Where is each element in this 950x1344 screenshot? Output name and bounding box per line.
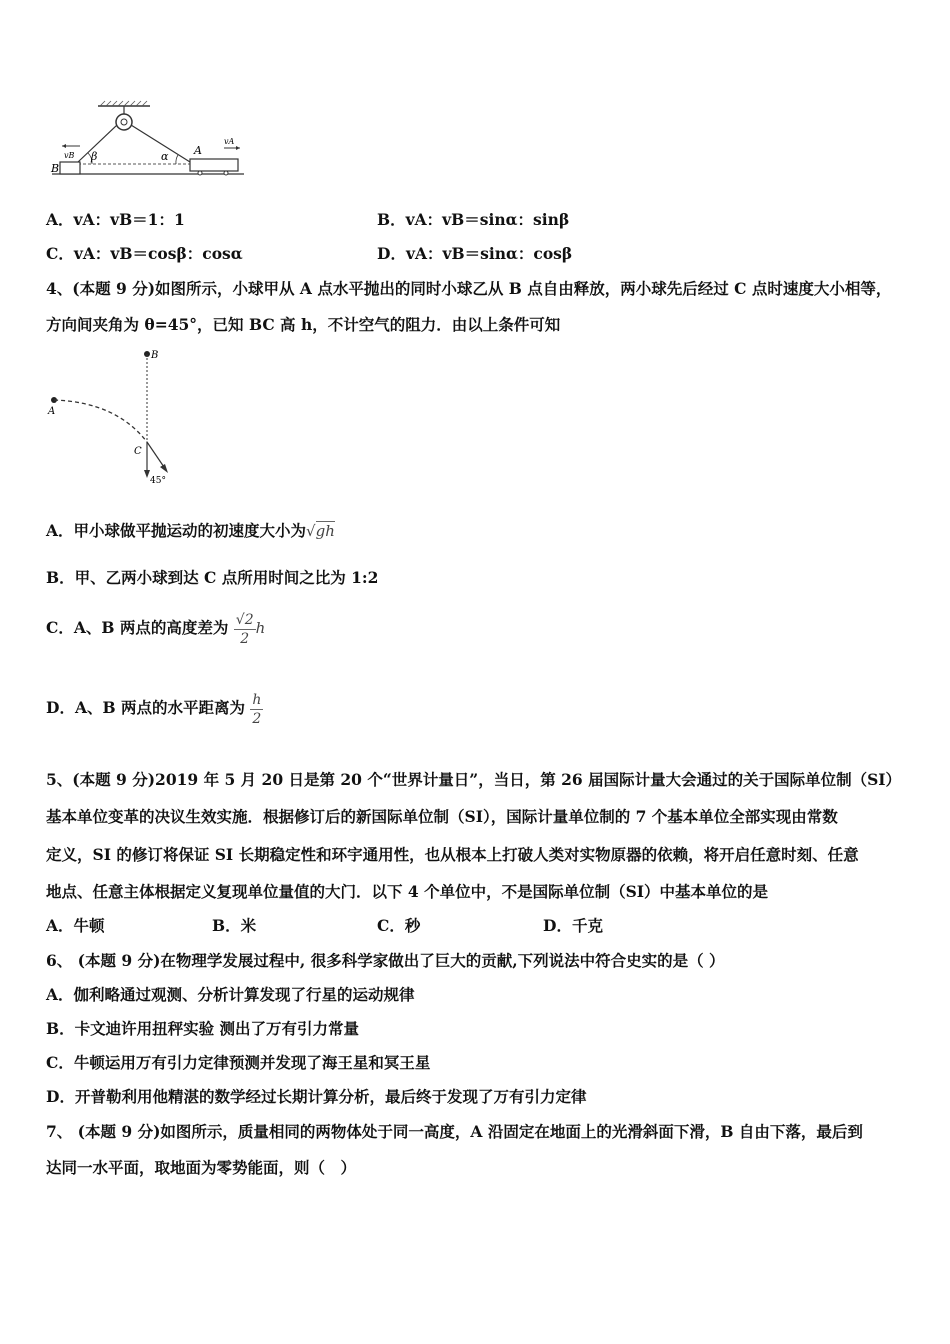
- label-c: C: [134, 446, 142, 457]
- q3-option-d: D．vA：vB＝sinα：cosβ: [377, 244, 573, 263]
- label-a: A: [48, 406, 56, 417]
- fraction-root2-over-2: $\frac{√2}{2}$: [235, 611, 254, 647]
- q4-option-c: C．A、B 两点的高度差为 $\frac{√2}{2}$ h: [46, 611, 266, 647]
- q5-option-d: D．千克: [543, 916, 603, 935]
- q3-option-b: B．vA：vB＝sinα：sinβ: [377, 210, 570, 229]
- q5-option-c: C．秒: [377, 916, 421, 935]
- q5-line4: 地点、任意主体根据定义复现单位量值的大门．以下 4 个单位中，不是国际单位制（SI）中基本单位的是: [46, 882, 769, 901]
- label-b: B: [151, 350, 159, 361]
- label-va: vA: [224, 137, 235, 146]
- q5-option-a: A．牛顿: [46, 916, 105, 935]
- block-a: [190, 159, 238, 171]
- q7-line1: 7、 (本题 9 分)如图所示，质量相同的两物体处于同一高度，A 沿固定在地面上的光滑斜面下滑，B 自由下落，最后到: [46, 1122, 863, 1141]
- q4-stem-line1: 4、(本题 9 分)如图所示，小球甲从 A 点水平抛出的同时小球乙从 B 点自由释放，两小球先后经过 C 点时速度大小相等，: [46, 279, 892, 298]
- q5-line3: 定义，SI 的修订将保证 SI 长期稳定性和环宇通用性，也从根本上打破人类对实物原器的依赖，将开启任意时刻、任意: [46, 845, 859, 864]
- q3-option-a: A．vA：vB＝1：1: [46, 210, 185, 229]
- q6-option-c: C．牛顿运用万有引力定律预测并发现了海王星和冥王星: [46, 1053, 431, 1072]
- label-b: B: [51, 162, 60, 175]
- fraction-h-over-2: $\frac{h}{2}$: [252, 691, 262, 727]
- q5-line2: 基本单位变革的决议生效实施．根据修订后的新国际单位制（SI），国际计量单位制的 7 个基本单位全部实现由常数: [46, 807, 838, 826]
- q4-stem-line2: 方向间夹角为 θ=45°，已知 BC 高 h，不计空气的阻力．由以上条件可知: [46, 315, 561, 334]
- q4-option-a: A．甲小球做平抛运动的初速度大小为√gh: [46, 521, 335, 540]
- pulley-figure: [48, 98, 248, 180]
- label-a: A: [194, 144, 202, 157]
- rope-b: [78, 125, 117, 162]
- label-angle: 45°: [150, 476, 166, 486]
- label-alpha: α: [161, 150, 169, 163]
- q6-option-d: D．开普勒利用他精湛的数学经过长期计算分析，最后终于发现了万有引力定律: [46, 1087, 587, 1106]
- label-beta: β: [91, 150, 98, 163]
- projectile-figure: [46, 346, 186, 488]
- q6-option-b: B．卡文迪许用扭秤实验 测出了万有引力常量: [46, 1019, 359, 1038]
- q4-option-b: B．甲、乙两小球到达 C 点所用时间之比为 1:2: [46, 568, 379, 587]
- q6-stem: 6、 (本题 9 分)在物理学发展过程中, 很多科学家做出了巨大的贡献,下列说法中符合史实的是（ ）: [46, 951, 725, 970]
- q7-line2: 达同一水平面，取地面为零势能面，则（ ）: [46, 1158, 357, 1177]
- q6-option-a: A．伽利略通过观测、分析计算发现了行星的运动规律: [46, 985, 415, 1004]
- q5-line1: 5、(本题 9 分)2019 年 5 月 20 日是第 20 个“世界计量日”，当日，第 26 届国际计量大会通过的关于国际单位制（SI）: [46, 770, 902, 789]
- sqrt-symbol: √: [306, 522, 316, 540]
- q5-option-b: B．米: [212, 916, 257, 935]
- block-b: [60, 162, 80, 174]
- label-vb: vB: [64, 151, 75, 160]
- q4-option-d: D．A、B 两点的水平距离为 $\frac{h}{2}$: [46, 691, 262, 727]
- q3-option-c: C．vA：vB＝cosβ：cosα: [46, 244, 243, 263]
- projectile-path: [54, 400, 147, 442]
